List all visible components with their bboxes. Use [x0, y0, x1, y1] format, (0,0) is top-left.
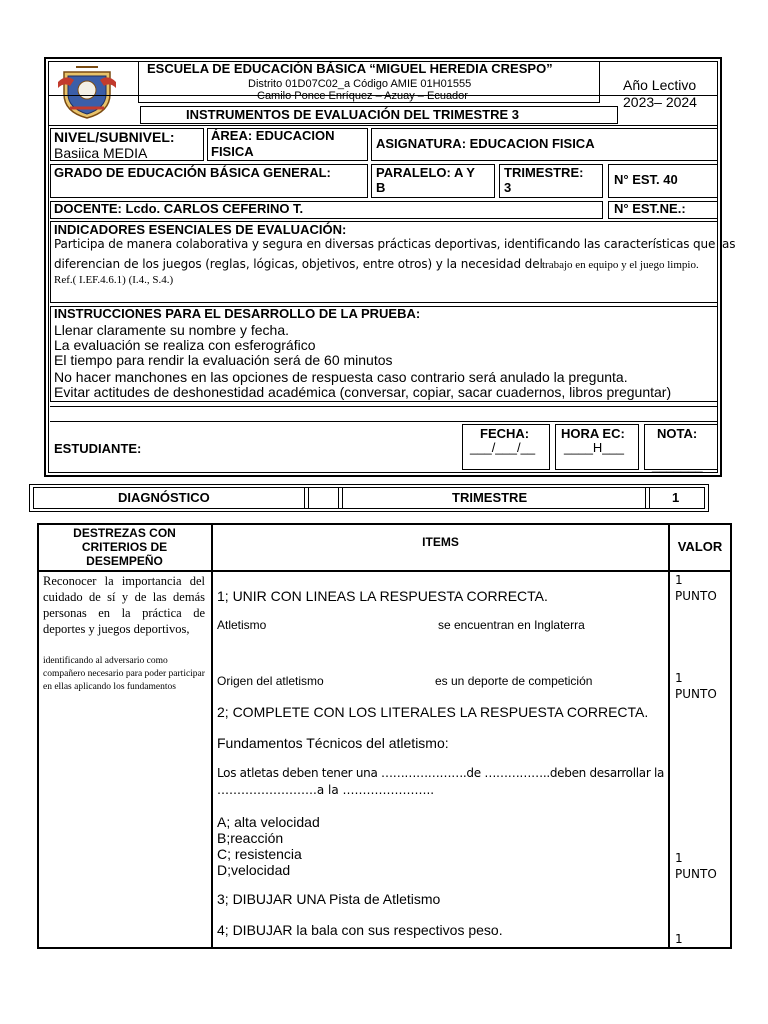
divider — [211, 524, 213, 948]
valor-2-unit: PUNTO — [675, 687, 717, 701]
num-est: N° EST. 40 — [614, 172, 678, 187]
question-4: 4; DIBUJAR la bala con sus respectivos peso. — [217, 922, 503, 938]
school-name: ESCUELA DE EDUCACIÓN BÁSICA “MIGUEL HEREDIA CRESPO” — [147, 61, 553, 76]
asignatura-label: ASIGNATURA: EDUCACION FISICA — [376, 136, 595, 151]
nivel-label: NIVEL/SUBNIVEL: — [54, 129, 175, 145]
instruccion-5: Evitar actitudes de deshonestidad académica (conversar, copiar, sacar cuadernos, libros preguntar) — [54, 384, 672, 400]
paralelo-label: PARALELO: A Y — [376, 165, 475, 180]
q2-sentence-2: …………………….a la ………………….. — [217, 783, 435, 797]
school-year-value: 2023– 2024 — [623, 94, 697, 110]
divider — [649, 487, 650, 509]
fecha-label: FECHA: — [480, 426, 530, 441]
divider — [50, 406, 718, 407]
paralelo-value: B — [376, 180, 386, 195]
q1-left-1[interactable]: Atletismo — [217, 618, 267, 632]
grado-label: GRADO DE EDUCACIÓN BÁSICA GENERAL: — [54, 165, 331, 180]
district-line: Distrito 01D07C02_a Código AMIE 01H01555 — [248, 78, 472, 90]
indicadores-ref: Ref.( I.EF.4.6.1) (I.4., S.4.) — [54, 274, 174, 286]
question-2-subtitle: Fundamentos Técnicos del atletismo: — [217, 735, 449, 751]
valor-1-unit: PUNTO — [675, 589, 717, 603]
valor-1-number: 1 — [675, 573, 683, 587]
question-1: 1; UNIR CON LINEAS LA RESPUESTA CORRECTA. — [217, 588, 548, 604]
q2-option-d: D;velocidad — [217, 862, 291, 878]
q2-sentence-1: Los atletas deben tener una ………………….de ……………..deben desarrollar la — [217, 766, 665, 780]
divider — [48, 125, 718, 126]
instruccion-2: La evaluación se realiza con esferográfico — [54, 337, 316, 353]
nota-field[interactable]: _______ — [652, 458, 703, 473]
estudiante-label: ESTUDIANTE: — [54, 441, 142, 456]
indicadores-line-1: Participa de manera colaborativa y segura en diversas prácticas deportivas, identificando las características que las — [54, 237, 736, 251]
valor-2-number: 1 — [675, 671, 683, 685]
school-logo — [56, 64, 118, 120]
trimestre-value: 3 — [504, 180, 512, 195]
docente-label: DOCENTE: Lcdo. CARLOS CEFERINO T. — [54, 201, 304, 216]
fecha-field[interactable]: ___/___/__ — [470, 440, 536, 455]
area-label-2: FISICA — [211, 144, 254, 159]
destreza-main-text: Reconocer la importancia del cuidado de sí y de las demás personas en la práctica de deportes y juegos deportivos, — [43, 574, 205, 637]
instrucciones-title: INSTRUCCIONES PARA EL DESARROLLO DE LA PRUEBA: — [54, 306, 421, 321]
valor-3-number: 1 — [675, 851, 683, 865]
school-year-label: Año Lectivo — [623, 77, 697, 93]
header-strike-line — [48, 95, 718, 96]
divider — [38, 570, 731, 572]
area-label: ÁREA: EDUCACION — [211, 128, 335, 143]
nivel-value: Basiica MEDIA — [54, 145, 148, 161]
num-est-ne: N° EST.NE.: — [614, 201, 686, 216]
question-2: 2; COMPLETE CON LOS LITERALES LA RESPUESTA CORRECTA. — [217, 704, 649, 720]
divider — [50, 421, 718, 422]
document-title: INSTRUMENTOS DE EVALUACIÓN DEL TRIMESTRE 3 — [186, 107, 519, 122]
q1-right-1[interactable]: se encuentran en Inglaterra — [438, 618, 585, 632]
divider — [342, 487, 343, 509]
destrezas-header-2: CRITERIOS DE — [81, 540, 168, 554]
q1-right-2[interactable]: es un deporte de competición — [435, 674, 593, 688]
q2-option-a: A; alta velocidad — [217, 814, 320, 830]
q1-left-2[interactable]: Origen del atletismo — [217, 674, 324, 688]
indicadores-line-2a: diferencian de los juegos (reglas, lógicas, objetivos, entre otros) y la necesidad del — [54, 257, 543, 271]
trimestre-label: TRIMESTRE: — [504, 165, 584, 180]
divider — [308, 487, 309, 509]
destreza-small-text: identificando al adversario como compañero necesario para poder participar en ellas aplicando los fundamentos — [43, 656, 205, 692]
q2-option-c: C; resistencia — [217, 846, 302, 862]
nota-label: NOTA: — [657, 426, 698, 441]
valor-4-number: 1 — [675, 932, 683, 946]
indicadores-title: INDICADORES ESENCIALES DE EVALUACIÓN: — [54, 222, 347, 237]
valor-header: VALOR — [677, 539, 723, 554]
hora-field[interactable]: ____H___ — [564, 440, 624, 455]
hora-label: HORA EC: — [561, 426, 625, 441]
divider — [645, 487, 646, 509]
items-header: ITEMS — [422, 535, 459, 549]
divider — [668, 524, 670, 948]
valor-3-unit: PUNTO — [675, 867, 717, 881]
divider — [338, 487, 339, 509]
trimestre-band-number: 1 — [672, 490, 680, 505]
destrezas-header-3: DESEMPEÑO — [86, 554, 163, 568]
location-line: Camilo Ponce Enríquez – Azuay – Ecuador — [257, 90, 468, 102]
destrezas-header-1: DESTREZAS CON — [73, 526, 176, 540]
question-3: 3; DIBUJAR UNA Pista de Atletismo — [217, 891, 441, 907]
instruccion-4: No hacer manchones en las opciones de respuesta caso contrario será anulado la pregunta. — [54, 369, 628, 385]
divider — [304, 487, 305, 509]
diagnostico-label: DIAGNÓSTICO — [118, 490, 210, 505]
indicadores-line-2b: trabajo en equipo y el juego limpio. — [542, 259, 699, 271]
instruccion-3: El tiempo para rendir la evaluación será de 60 minutos — [54, 352, 393, 368]
q2-option-b: B;reacción — [217, 830, 284, 846]
instruccion-1: Llenar claramente su nombre y fecha. — [54, 322, 290, 338]
trimestre-band-label: TRIMESTRE — [452, 490, 528, 505]
